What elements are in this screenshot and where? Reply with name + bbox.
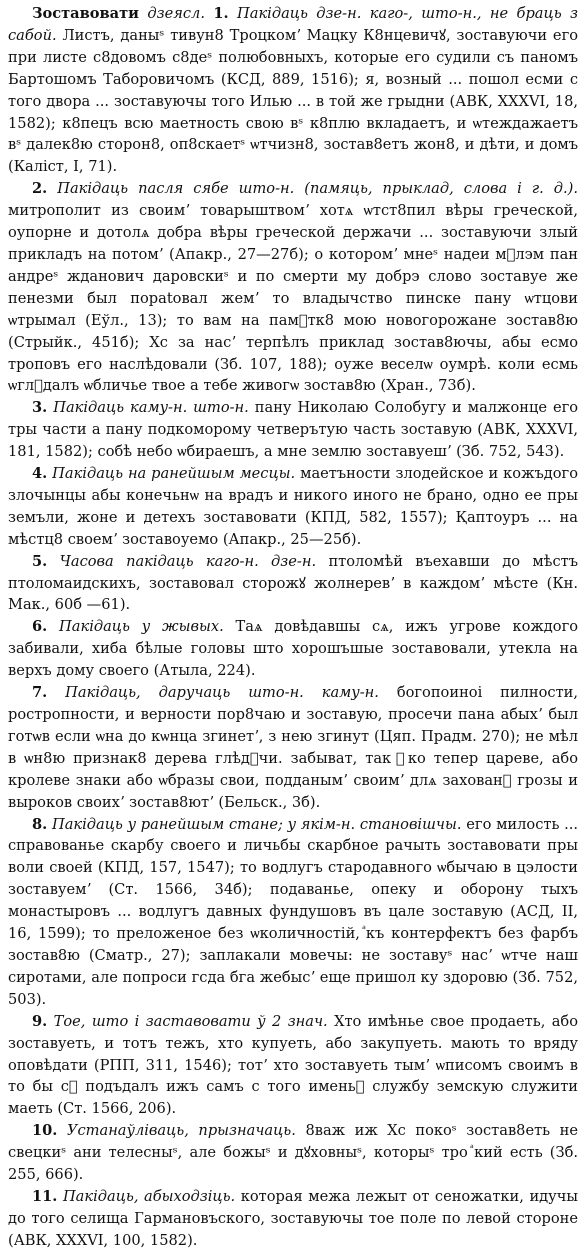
sense-definition: Пакідаць каму-н. што-н. (53, 399, 249, 417)
sense-number: 8. (32, 815, 48, 833)
sense-6 (8, 616, 578, 682)
sense-4 (8, 463, 578, 551)
part-of-speech: дзеясл. (147, 5, 205, 22)
sense-citations: богопоиноi пилности, ростропности, и верности пор8чаю и зоставую, просечи пана абыхʼ был готѡв если ѡна до кѡнца згинетʼ, з нею згинут (Цяп. Прадм. 270); не мѣл в ѡн8ю признак8 дерева глѣдⷶчи. забыват, так ⷶко тепер цареве, або кролеве знаки або ѡбразы свои, подданымʼ своимʼ длѧ захованⷶ грозы и вырoков своихʼ зостав8ютʼ (Бельск., 3б). (8, 684, 579, 811)
sense-definition: Пакідаць, даручаць што-н. каму-н. (65, 684, 379, 702)
sense-number: 4. (32, 465, 48, 483)
sense-definition: Пакідаць пасля сябе што-н. (памяць, прыклад, слова і г. д.). (57, 180, 579, 198)
sense-citations: 8важ иж Хс покоˢ зостав8еть не свецкиˢ ани телесныˢ, але божыˢ и дꙋховныˢ, которыˢ тро ⷶкий есть (Зб. 255, 666). (8, 1122, 579, 1184)
sense-definition: Пакідаць дзе-н. каго-, што-н., не браць з сабой. (8, 5, 578, 44)
sense-number: 2. (32, 180, 48, 198)
sense-definition: Часова пакідаць каго-н. дзе-н. (59, 552, 317, 570)
sense-2 (8, 178, 578, 397)
sense-number: 3. (32, 399, 48, 417)
sense-number: 6. (32, 618, 48, 636)
sense-11 (8, 1186, 578, 1252)
sense-definition: Пакідаць у жывых. (59, 618, 224, 636)
sense-5 (8, 551, 578, 617)
sense-definition: Устанаўліваць, прызначаць. (66, 1122, 296, 1140)
sense-number: 10. (32, 1122, 58, 1140)
sense-definition: Тое, што і заставовати ў 2 знач. (53, 1012, 328, 1030)
sense-citations: Листъ, даныˢ тивун8 Троцкомʼ Мацку К8нцевичꙋ, зоставуючи его при листе с8довомъ с8деˢ полюбовныхъ, которые его судили съ паномъ Бартошомъ Таборовичомъ (КСД, 889, 1516); я, возный ... пошол есми с того двора ... зоставуючы того Илью ... в той же грыдни (АВК, XXXVI, 18, 1582); к8пецъ всю маетность свою вˢ к8плю вкладаетъ, и ѡтеждажаетъ вˢ далек8ю сторон8, оп8скаетˢ ѡтчизн8, зостав8етъ жон8, и дѣти, и домъ (Каліст, I, 71). (8, 26, 578, 176)
sense-number: 7. (32, 684, 48, 702)
sense-citations: Хто имѣнье свое продаеть, або зоставуеть, и тотъ тежъ, хто купуеть, або закупуеть. мають то вряду оповѣдати (РПП, 311, 1546); тотʼ хто зоставуеть тымʼ ѡписомъ своимъ в то бы сⷶ подъдалъ ижъ самъ с того именьⷶ службу земскую служити маеть (Ст. 1566, 206). (8, 1012, 578, 1118)
headword: Зоставовати (32, 5, 139, 22)
sense-citations: Таѧ довѣдавшы сѧ, ижъ угрове кождого забивали, хиба бѣлые головы што хорошъшые зоставовали, утекла на верхъ дому своего (Атыла, 224). (8, 618, 579, 680)
sense-number: 9. (32, 1012, 48, 1030)
sense-citations: митрополит из своимʼ товарыштвомʼ хотѧ ѡтст8пил вѣры греческой, оупорне и дотолѧ добра вѣры греческой держачи ... зоставуючи злый прикладъ на потомʼ (Апакр., 27—27б); о которомʼ мнеˢ надеи мⷧлэм пан андреˢ жданович даровскиˢ и по смерти му добрэ слово зоставуе же пенезми был пораtовал жемʼ то владычство пинске пану ѡтцови ѡтрымал (Еўл., 13); то вам на памⷮтк8 мою новогорожане зостав8ю (Стрыйк., 451б); Хс за насʼ терпѣлъ приклад зостав8ючы, абы есмо троповъ его наслѣдовали (Зб. 107, 188); оуже веселѡ оумрѣ. коли есмь ѡглⷣдалъ ѡбличье твое а тебе живогѡ зостав8ю (Хран., 73б). (8, 202, 578, 395)
sense-citations: которая межа лежыт от сеножатки, идучы до того селища Гармановъского, зоставуючы тое поле по левой стороне (АВК, XXXVI, 100, 1582). (8, 1187, 579, 1249)
sense-definition: Пакідаць на ранейшым месцы. (52, 465, 296, 483)
sense-number: 5. (32, 552, 48, 570)
sense-citations: маетъности злодейское и кожъдого злочынцы абы конечьнѡ на врадъ и никого иного не брано, одно ее пры земъли, жоне и детехъ зоставовати (КПД, 582, 1557); Қаптоуръ ... на мѣстц8 своемʼ зоставоуемо (Апакр., 25—25б). (8, 465, 578, 548)
sense-citations: птоломѣй въехавши до мѣстъ птоломаидскихъ, зоставовал сторожꙋ жолнеревʼ в каждомʼ мѣсте (Кн. Мак., 60б —61). (8, 552, 579, 614)
sense-3 (8, 397, 578, 463)
sense-7 (8, 682, 578, 813)
sense-number: 11. (32, 1187, 58, 1205)
sense-definition: Пакідаць у ранейшым стане; у якім-н. становішчы. (51, 815, 462, 833)
sense-citations: его милость ... справованье скарбу своего и личьбы скарбное рачыть зоставовати пры воли своей (КПД, 157, 1547); то водлугъ стародавного ѡбычаю в цэлости зоставуемʼ (Ст. 1566, 34б); подаванье, опеку и оборону тыхъ монастыровъ ... водлугъ давных фундушовъ въ цале зоставую (АСД, II, 16, 1599); то преложеное без ѡколичностій, ⷶкъ контерфектъ без фарбъ зостав8ю (Сматр., 27); заплакали мовечы: не зоставуˢ насʼ ѡтче наш сиротами, але попроси гсда бга жебысʼ еще пришол ку здоровю (Зб. 752, 503). (8, 815, 579, 1008)
sense-8 (8, 814, 578, 1011)
sense-1 (8, 3, 578, 178)
sense-citations: пану Николаю Солобугу и малжонце его тры части а пану подкоморому четверътую часть зоставую (АВК, XXXVI, 181, 1582); собѣ небо ѡбираешъ, а мне землю зоставуешʼ (Зб. 752, 543). (8, 399, 579, 461)
sense-10 (8, 1120, 578, 1186)
sense-definition: Пакідаць, абыходзіць. (62, 1187, 236, 1205)
sense-number: 1. (213, 5, 229, 22)
sense-9 (8, 1011, 578, 1121)
